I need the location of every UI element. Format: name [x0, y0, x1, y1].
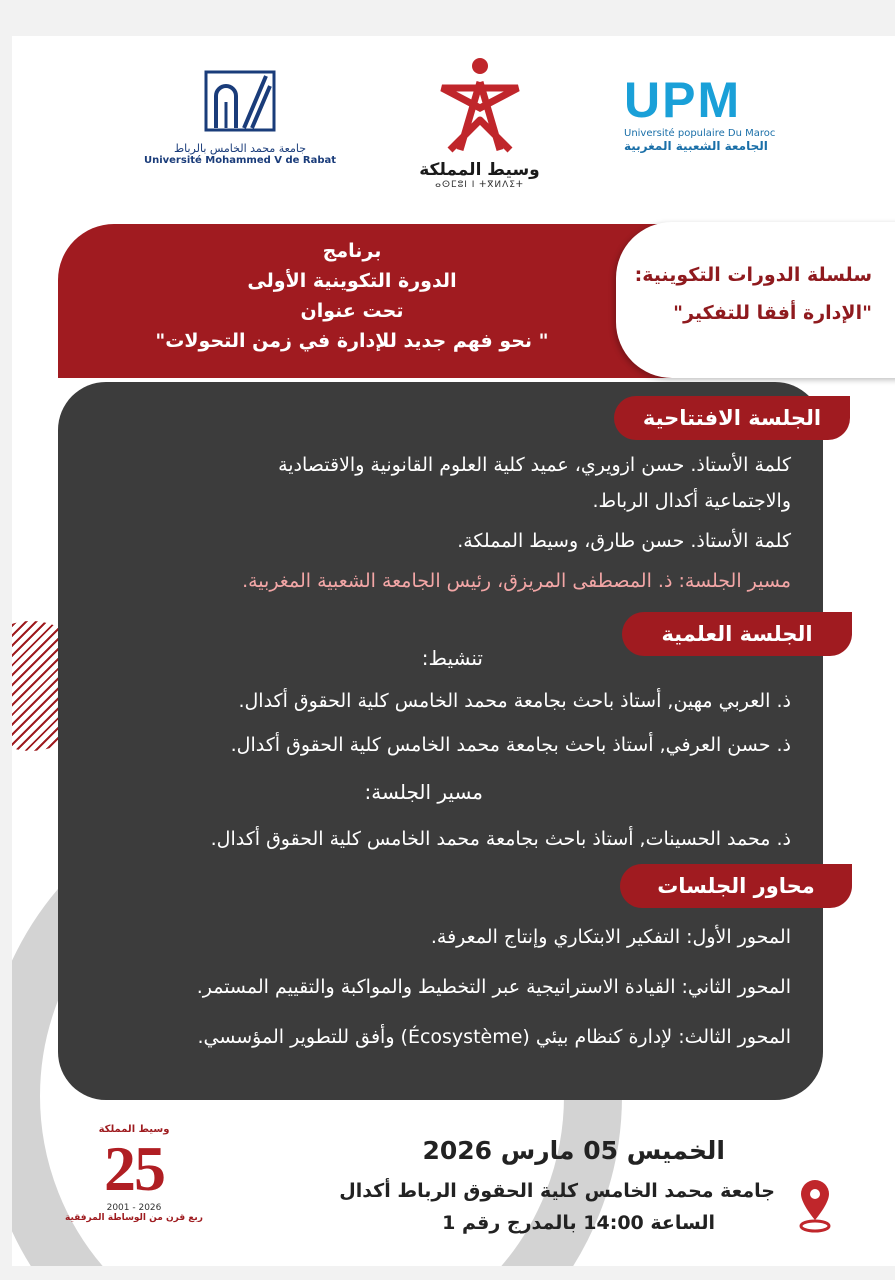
course-subject: " نحو فهم جديد للإدارة في زمن التحولات"	[155, 330, 549, 352]
event-time: الساعة 14:00 بالمدرج رقم 1	[442, 1212, 715, 1234]
poster	[12, 36, 895, 1266]
opening-speaker-1-line-1: كلمة الأستاذ. حسن ازويري، عميد كلية العلوم القانونية والاقتصادية	[278, 454, 791, 476]
location-pin-icon	[795, 1176, 835, 1236]
anniversary-number: 25	[104, 1133, 164, 1204]
axes-heading: محاور الجلسات	[620, 864, 852, 908]
wasit-arabic-name: وسيط المملكة	[419, 160, 540, 180]
opening-session-chair: مسير الجلسة: ذ. المصطفى المريزق، رئيس الجامعة الشعبية المغربية.	[242, 570, 791, 592]
umv-french-name: Université Mohammed V de Rabat	[143, 155, 337, 166]
course-title: الدورة التكوينية الأولى	[247, 270, 457, 292]
scientific-speaker-1: ذ. العربي مهين, أستاذ باحث بجامعة محمد الخامس كلية الحقوق أكدال.	[238, 690, 791, 712]
animation-label: تنشيط:	[421, 646, 483, 670]
axis-1: المحور الأول: التفكير الابتكاري وإنتاج المعرفة.	[430, 926, 791, 948]
opening-speaker-2: كلمة الأستاذ. حسن طارق، وسيط المملكة.	[457, 530, 791, 552]
anniversary-years: 2001 - 2026	[106, 1203, 162, 1213]
event-venue: جامعة محمد الخامس كلية الحقوق الرباط أكدال	[339, 1180, 775, 1202]
scientific-session-heading: الجلسة العلمية	[622, 612, 852, 656]
under-title-label: تحت عنوان	[300, 300, 404, 322]
axis-3: المحور الثالث: لإدارة كنظام بيئي (Écosystème) وأفق للتطوير المؤسسي.	[197, 1026, 791, 1048]
anniversary-tagline: ربع قرن من الوساطة المرفقية	[65, 1213, 203, 1223]
wasit-logo	[417, 54, 542, 204]
wasit-emblem-icon	[430, 54, 530, 154]
upm-arabic-name: الجامعة الشعبية المغربية	[624, 139, 768, 153]
scientific-speaker-2: ذ. حسن العرفي, أستاذ باحث بجامعة محمد الخامس كلية الحقوق أكدال.	[230, 734, 791, 756]
umv-logo	[140, 68, 340, 168]
anniversary-top-text: وسيط المملكة	[98, 1124, 170, 1135]
program-banner-text	[112, 236, 592, 356]
series-text	[634, 256, 872, 332]
umv-emblem-icon	[200, 68, 280, 134]
anniversary-logo	[64, 1124, 204, 1254]
upm-logo	[624, 74, 784, 194]
opening-speaker-1-line-2: والاجتماعية أكدال الرباط.	[592, 490, 791, 512]
opening-session-heading: الجلسة الافتتاحية	[614, 396, 850, 440]
upm-french-name: Université populaire Du Maroc	[624, 128, 776, 139]
scientific-chair-label: مسير الجلسة:	[364, 780, 483, 804]
scientific-chair: ذ. محمد الحسينات, أستاذ باحث بجامعة محمد الخامس كلية الحقوق أكدال.	[210, 828, 791, 850]
wasit-tifinagh-name: ⴰⵙⵎⵓⵏ ⵏ ⵜⴳⵍⴷⵉⵜ	[435, 180, 524, 190]
program-label: برنامج	[322, 240, 382, 262]
axis-2: المحور الثاني: القيادة الاستراتيجية عبر التخطيط والمواكبة والتقييم المستمر.	[196, 976, 791, 998]
series-label: سلسلة الدورات التكوينية:	[634, 264, 872, 286]
event-date: الخميس 05 مارس 2026	[422, 1136, 725, 1165]
series-title: "الإدارة أفقا للتفكير"	[673, 302, 872, 324]
upm-letters: UPM	[624, 72, 742, 128]
umv-arabic-name: جامعة محمد الخامس بالرباط	[173, 142, 307, 155]
